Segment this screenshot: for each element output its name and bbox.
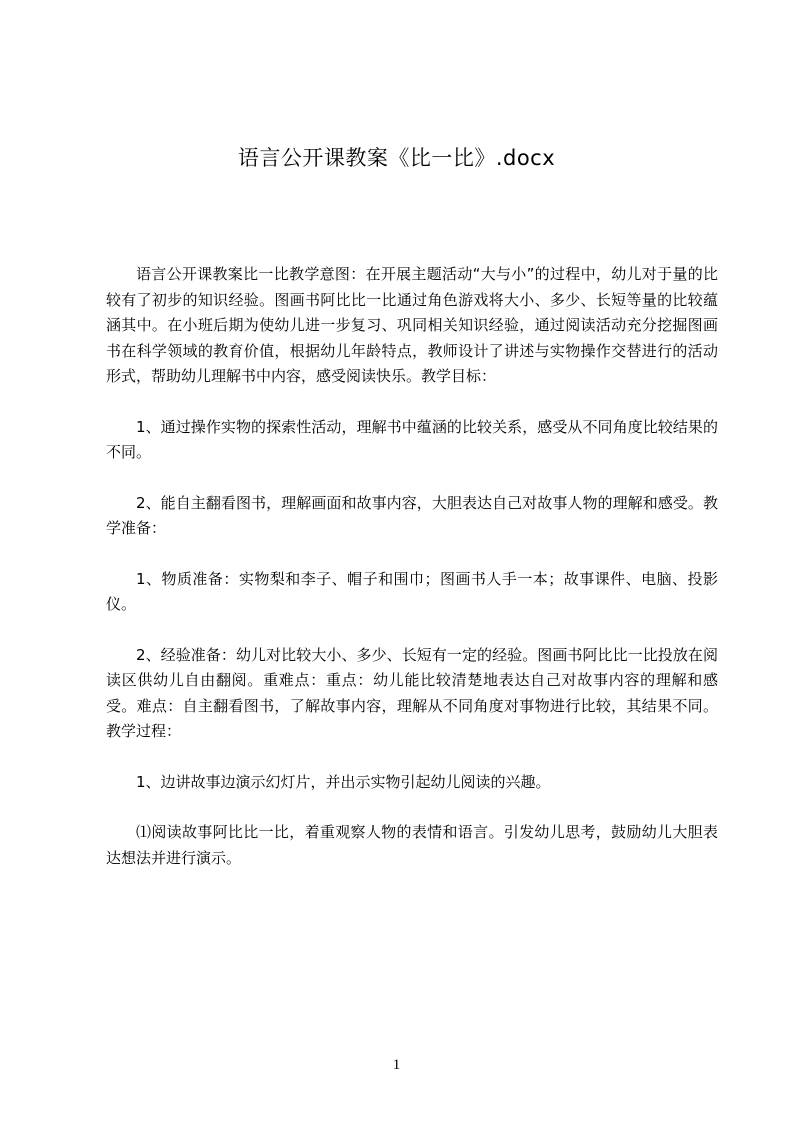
paragraph-goal-2: 2、能自主翻看图书，理解画面和故事内容，大胆表达自己对故事人物的理解和感受。教学准备： xyxy=(106,493,718,537)
document-body xyxy=(106,262,718,896)
paragraph-goal-1: 1、通过操作实物的探索性活动，理解书中蕴涵的比较关系，感受从不同角度比较结果的不同。 xyxy=(106,417,718,461)
paragraph-process-1-sub: ⑴阅读故事阿比比一比，着重观察人物的表情和语言。引发幼儿思考，鼓励幼儿大胆表达想法并进行演示。 xyxy=(106,823,718,867)
paragraph-process-1: 1、边讲故事边演示幻灯片，并出示实物引起幼儿阅读的兴趣。 xyxy=(136,772,551,791)
document-title: 语言公开课教案《比一比》.docx xyxy=(237,146,556,170)
page-number: 1 xyxy=(392,1057,401,1073)
paragraph-intro: 语言公开课教案比一比教学意图：在开展主题活动“大与小”的过程中，幼儿对于量的比较有了初步的知识经验。图画书阿比比一比通过角色游戏将大小、多少、长短等量的比较蕴涵其中。在小班后期为使幼儿进一步复习、巩同相关知识经验，通过阅读活动充分挖掘图画书在科学领域的教育价值，根据幼儿年龄特点，教师设计了讲述与实物操作交替进行的活动形式，帮助幼儿理解书中内容，感受阅读快乐。教学目标： xyxy=(106,265,718,385)
paragraph-prep-2: 2、经验准备：幼儿对比较大小、多少、长短有一定的经验。图画书阿比比一比投放在阅读区供幼儿自由翻阅。重难点：重点：幼儿能比较清楚地表达自己对故事内容的理解和感受。难点：自主翻看图书，了解故事内容，理解从不同角度对事物进行比较，其结果不同。教学过程： xyxy=(106,645,718,740)
paragraph-prep-1: 1、物质准备：实物梨和李子、帽子和围巾；图画书人手一本；故事课件、电脑、投影仪。 xyxy=(106,569,718,613)
